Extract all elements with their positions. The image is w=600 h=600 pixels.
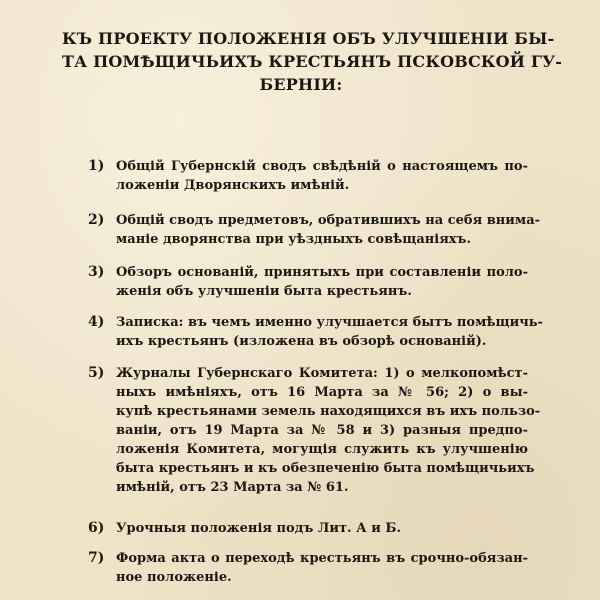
heading-line: ТА ПОМѢЩИЧЬИХЪ КРЕСТЬЯНЪ ПСКОВСКОЙ ГУ-: [62, 52, 563, 71]
item-line: ное положеніе.: [116, 570, 232, 585]
item-line: ихъ крестьянъ (изложена въ обзорѣ основаній).: [116, 334, 487, 349]
item-number: 2): [88, 212, 105, 228]
list-item: [88, 313, 543, 351]
item-number: 6): [88, 520, 105, 536]
item-line: быта крестьянъ и къ обезпеченію быта помѣщичьихъ: [116, 461, 535, 476]
list-item: [88, 157, 528, 195]
item-number: 7): [88, 550, 105, 566]
item-line: имѣній, отъ 23 Марта за № 61.: [116, 480, 349, 495]
item-text: [88, 364, 541, 497]
item-text: [88, 519, 528, 538]
item-number: 5): [88, 365, 105, 381]
item-line: Форма акта о переходѣ крестьянъ въ срочно-обязан-: [116, 551, 528, 566]
heading-line: КЪ ПРОЕКТУ ПОЛОЖЕНІЯ ОБЪ УЛУЧШЕНІИ БЫ-: [62, 29, 555, 48]
item-line: ложеніи Дворянскихъ имѣній.: [116, 178, 350, 193]
item-text: [88, 211, 541, 249]
item-line: Записка: въ чемъ именно улучшается бытъ помѣщичь-: [116, 315, 543, 330]
list-item: [88, 263, 528, 301]
item-text: [88, 263, 528, 301]
heading-line: БЕРНІИ:: [259, 75, 343, 94]
item-text: [88, 313, 543, 351]
item-line: ложенія Комитета, могущія служить къ улучшенію: [116, 442, 528, 457]
item-text: [88, 549, 528, 587]
item-line: ваніи, отъ 19 Марта за № 58 и 3) разныя предпо-: [116, 423, 528, 438]
document-heading: [62, 29, 563, 99]
list-item: [88, 211, 541, 249]
item-line: Урочныя положенія подъ Лит. А и Б.: [116, 521, 402, 536]
item-line: маніе дворянства при уѣздныхъ совѣщаніяхъ.: [116, 232, 472, 247]
item-number: 1): [88, 158, 105, 174]
list-item: [88, 549, 528, 587]
item-line: Общій Губернскій сводъ свѣдѣній о настоящемъ по-: [116, 159, 528, 174]
item-line: Журналы Губернскаго Комитета: 1) о мелкопомѣст-: [116, 366, 528, 381]
item-number: 3): [88, 264, 105, 280]
item-number: 4): [88, 314, 105, 330]
item-line: женія объ улучшеніи быта крестьянъ.: [116, 284, 412, 299]
item-line: Обзоръ основаній, принятыхъ при составленіи поло-: [116, 265, 528, 280]
item-line: ныхъ имѣніяхъ, отъ 16 Марта за № 56; 2) о вы-: [116, 385, 528, 400]
item-line: купѣ крестьянами земель находящихся въ ихъ пользо-: [116, 404, 541, 419]
item-line: Общій сводъ предметовъ, обратившихъ на себя внима-: [116, 213, 541, 228]
list-item: [88, 364, 541, 497]
item-text: [88, 157, 528, 195]
list-item: [88, 519, 528, 538]
